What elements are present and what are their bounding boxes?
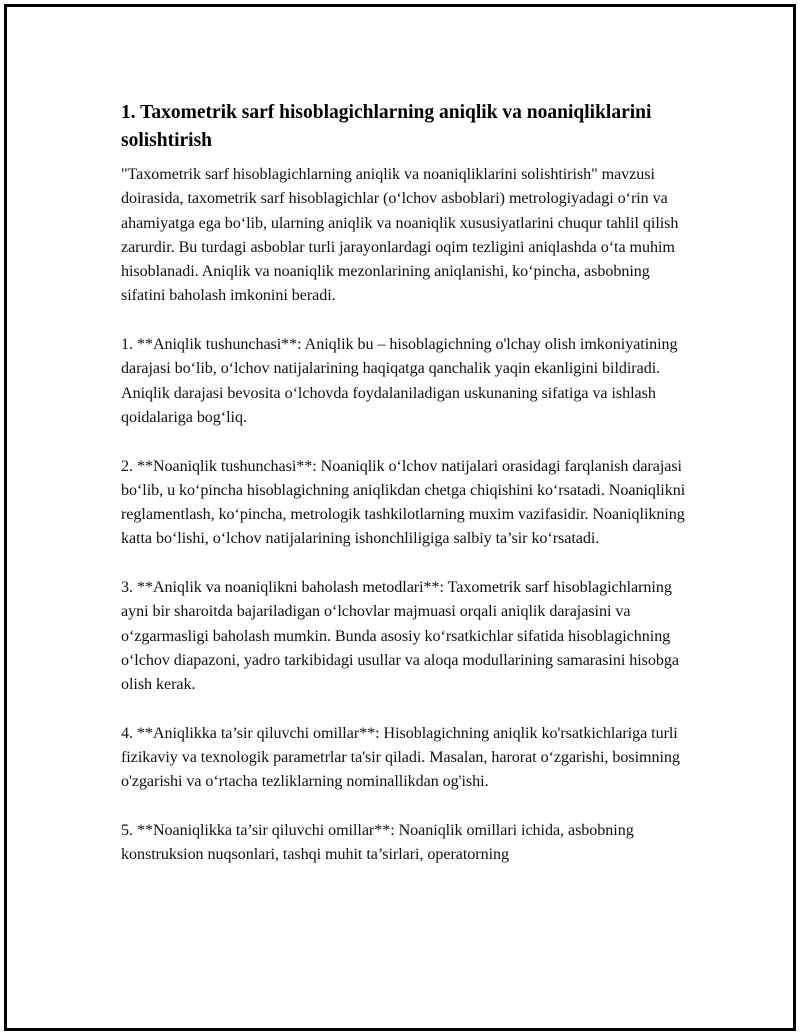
- paragraph-uncertainty-factors: 5. **Noaniqlikka ta’sir qiluvchi omillar**: Noaniqlik omillari ichida, asbobning konstruksion nuqsonlari, tashqi muhit ta’sirlari, operatorning: [121, 822, 634, 864]
- page-frame: [4, 4, 796, 1031]
- paragraph-evaluation-methods: 3. **Aniqlik va noaniqlikni baholash metodlari**: Taxometrik sarf hisoblagichlarning ayni bir sharoitda bajariladigan o‘lchovlar majmuasi orqali aniqlik darajasini va o‘zgarmasligi baholash mumkin. Bunda asosiy ko‘rsatkichlar sifatida hisoblagichning o‘lchov diapazoni, yadro tarkibidagi usullar va aloqa modullarining samarasini hisobga olish kerak.: [121, 579, 679, 694]
- paragraph-accuracy-concept: 1. **Aniqlik tushunchasi**: Aniqlik bu – hisoblagichning o'lchay olish imkoniyatining darajasi bo‘lib, o‘lchov natijalarining haqiqatga qanchalik yaqin ekanligini bildiradi. Aniqlik darajasi bevosita o‘lchovda foydalaniladigan uskunaning sifatiga va ishlash qoidalariga bog‘liq.: [121, 336, 678, 426]
- intro-paragraph: "Taxometrik sarf hisoblagichlarning aniqlik va noaniqliklarini solishtirish" mavzusi doirasida, taxometrik sarf hisoblagichlar (o‘lchov asboblari) metrologiyadagi o‘rin va ahamiyatga ega bo‘lib, ularning aniqlik va noaniqlik xususiyatlarini chuqur tahlil qilish zarurdir. Bu turdagi asboblar turli jarayonlardagi oqim tezligini aniqlashda o‘ta muhim hisoblanadi. Aniqlik va noaniqlik mezonlarining aniqlanishi, ko‘pincha, asbobning sifatini baholash imkonini beradi.: [121, 166, 679, 305]
- paragraph-accuracy-factors: 4. **Aniqlikka ta’sir qiluvchi omillar**: Hisoblagichning aniqlik ko'rsatkichlariga turli fizikaviy va texnologik parametrlar ta'sir qiladi. Masalan, harorat o‘zgarishi, bosimning o'zgarishi va o‘rtacha tezliklarning nominallikdan og'ishi.: [121, 724, 680, 791]
- document-body: [121, 99, 696, 892]
- paragraph-uncertainty-concept: 2. **Noaniqlik tushunchasi**: Noaniqlik o‘lchov natijalari orasidagi farqlanish darajasi bo‘lib, u ko‘pincha hisoblagichning aniqlikdan chetga chiqishini ko‘rsatadi. Noaniqlikni reglamentlash, ko‘pincha, metrologik tashkilotlarning muxim vazifasidir. Noaniqlikning katta bo‘lishi, o‘lchov natijalarining ishonchliligiga salbiy ta’sir ko‘rsatadi.: [121, 457, 686, 548]
- document-title: 1. Taxometrik sarf hisoblagichlarning aniqlik va noaniqliklarini solishtirish: [121, 102, 652, 151]
